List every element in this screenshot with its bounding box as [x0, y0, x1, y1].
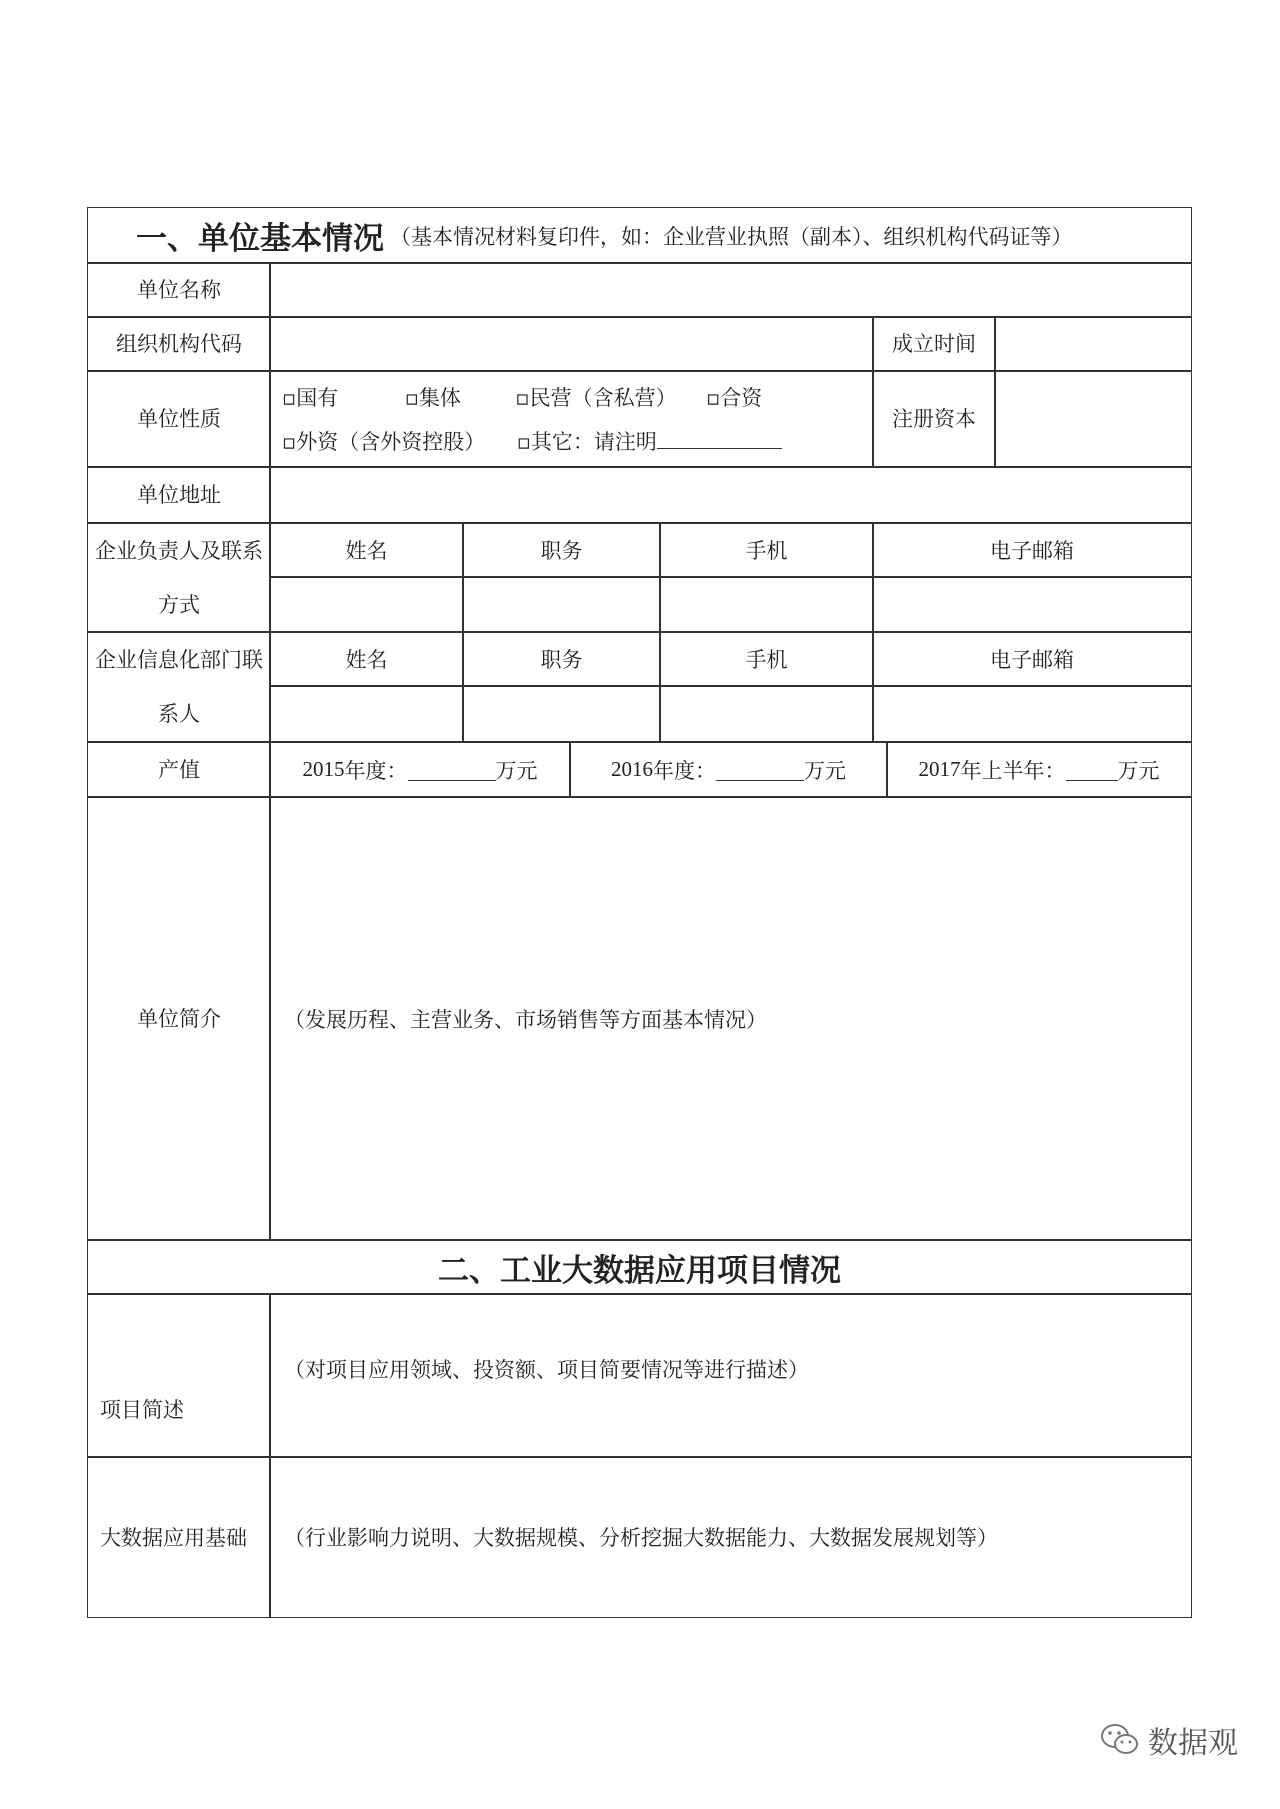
nature-row-2	[282, 426, 782, 456]
output-2015	[269, 741, 571, 798]
it-phone-field[interactable]	[659, 685, 874, 743]
intro-hint: （发展历程、主营业务、市场销售等方面基本情况）	[284, 1007, 767, 1032]
reg-capital-field[interactable]	[994, 370, 1192, 468]
founded-field[interactable]	[994, 316, 1192, 372]
intro-label: 单位简介	[87, 796, 271, 1241]
project-field[interactable]	[269, 1293, 1192, 1458]
intro-field[interactable]	[269, 796, 1192, 1241]
leader-name-field[interactable]	[269, 576, 464, 633]
output-2015-label: 年度：	[344, 758, 408, 783]
unit-name-field[interactable]	[269, 262, 1192, 318]
leader-title-header: 职务	[462, 522, 661, 578]
nature-option-private[interactable]: ▫民营（含私营）	[515, 386, 677, 410]
it-title-field[interactable]	[462, 685, 661, 743]
leader-phone-header: 手机	[659, 522, 874, 578]
nature-row-1	[282, 382, 762, 412]
output-2015-unit: 万元	[495, 758, 538, 783]
output-2017	[886, 741, 1192, 798]
wechat-icon	[1100, 1723, 1140, 1757]
nature-options	[269, 370, 874, 468]
founded-label: 成立时间	[872, 316, 996, 372]
leader-email-field[interactable]	[872, 576, 1192, 633]
output-2016-unit: 万元	[804, 758, 846, 783]
nature-option-foreign[interactable]: ▫外资（含外资控股）	[282, 430, 486, 454]
nature-other-blank[interactable]	[657, 426, 782, 449]
bigdata-field[interactable]	[269, 1456, 1192, 1618]
leader-email-header: 电子邮箱	[872, 522, 1192, 578]
output-2017-blank[interactable]	[1066, 758, 1118, 781]
it-name-field[interactable]	[269, 685, 464, 743]
nature-option-collective[interactable]: ▫集体	[404, 386, 461, 410]
it-title-header: 职务	[462, 631, 661, 687]
output-2017-year: 2017	[918, 757, 961, 781]
output-label: 产值	[87, 741, 271, 798]
section2-header	[87, 1239, 1192, 1295]
output-2015-year: 2015	[302, 757, 345, 781]
output-2016-blank[interactable]	[716, 758, 804, 781]
project-label: 项目简述	[87, 1293, 271, 1458]
section1-note: （基本情况材料复印件，如：企业营业执照（副本）、组织机构代码证等）	[390, 224, 1073, 249]
bigdata-hint: （行业影响力说明、大数据规模、分析挖掘大数据能力、大数据发展规划等）	[284, 1526, 998, 1550]
section2-title: 二、工业大数据应用项目情况	[438, 1252, 841, 1289]
it-email-header: 电子邮箱	[872, 631, 1192, 687]
leader-title-field[interactable]	[462, 576, 661, 633]
leader-name-header: 姓名	[269, 522, 464, 578]
section1-header	[87, 207, 1192, 264]
section1-title: 一、单位基本情况	[136, 221, 384, 257]
output-2016	[569, 741, 888, 798]
org-code-field[interactable]	[269, 316, 874, 372]
it-phone-header: 手机	[659, 631, 874, 687]
output-2017-label: 年上半年：	[960, 758, 1066, 783]
it-name-header: 姓名	[269, 631, 464, 687]
leader-contact-label: 企业负责人及联系方式	[87, 522, 271, 633]
output-2017-unit: 万元	[1117, 758, 1160, 783]
address-field[interactable]	[269, 466, 1192, 524]
reg-capital-label: 注册资本	[872, 370, 996, 468]
watermark	[1100, 1718, 1238, 1762]
leader-phone-field[interactable]	[659, 576, 874, 633]
nature-option-state[interactable]: ▫国有	[282, 386, 339, 410]
org-code-label: 组织机构代码	[87, 316, 271, 372]
unit-name-label: 单位名称	[87, 262, 271, 318]
address-label: 单位地址	[87, 466, 271, 524]
output-2016-label: 年度：	[653, 758, 716, 783]
it-contact-label: 企业信息化部门联系人	[87, 631, 271, 743]
bigdata-label: 大数据应用基础	[87, 1456, 271, 1618]
output-2015-blank[interactable]	[408, 758, 496, 781]
watermark-text: 数据观	[1148, 1726, 1238, 1761]
it-email-field[interactable]	[872, 685, 1192, 743]
project-hint: （对项目应用领域、投资额、项目简要情况等进行描述）	[284, 1358, 809, 1382]
output-2016-year: 2016	[611, 757, 653, 781]
nature-option-jv[interactable]: ▫合资	[706, 386, 763, 410]
nature-label: 单位性质	[87, 370, 271, 468]
nature-option-other[interactable]: ▫其它：请注明	[516, 430, 657, 454]
